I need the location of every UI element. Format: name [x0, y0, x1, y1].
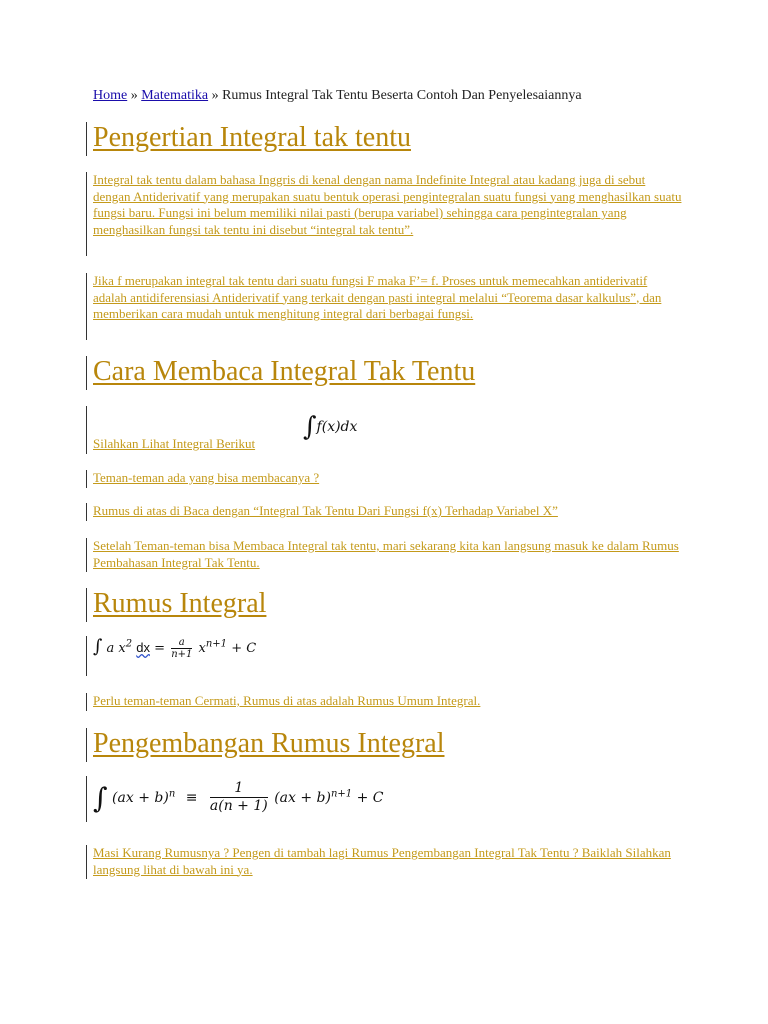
paragraph: Perlu teman-teman Cermati, Rumus di atas adalah Rumus Umum Integral. — [93, 693, 481, 708]
paragraph: Rumus di atas di Baca dengan “Integral Tak Tentu Dari Fungsi f(x) Terhadap Variabel X” — [93, 503, 558, 518]
formula-equals: = — [154, 641, 166, 656]
integral-symbol: ∫ — [303, 412, 317, 442]
fraction-numerator: 1 — [210, 780, 268, 798]
formula-term: x — [198, 641, 206, 656]
formula-term: a x — [106, 641, 126, 656]
breadcrumb-category-link[interactable]: Matematika — [141, 88, 209, 103]
paragraph-block — [86, 845, 683, 879]
breadcrumb-home-link[interactable]: Home — [93, 88, 128, 103]
paragraph: Masi Kurang Rumusnya ? Pengen di tambah lagi Rumus Pengembangan Integral Tak Tentu ? Baiklah Silahkan langsung lihat di bawah ini ya. — [93, 845, 671, 877]
section-heading: Pengertian Integral tak tentu — [93, 122, 411, 153]
formula-constant: + C — [231, 641, 257, 656]
breadcrumb-separator: » — [127, 88, 142, 103]
paragraph-block — [86, 503, 683, 521]
section-heading: Cara Membaca Integral Tak Tentu — [93, 356, 476, 387]
fraction-denominator: n+1 — [171, 649, 193, 660]
general-integral-formula — [93, 636, 257, 660]
paragraph-block — [86, 538, 683, 572]
formula-intro-block — [86, 406, 693, 454]
integral-symbol: ∫ — [93, 781, 108, 814]
formula-fraction — [171, 637, 192, 660]
formula-body: f(x)dx — [316, 419, 358, 435]
development-integral-formula — [93, 780, 384, 814]
formula-dx: dx — [136, 640, 150, 655]
formula-exponent: n+1 — [330, 787, 353, 799]
paragraph-block — [86, 693, 683, 711]
formula-term: (ax + b) — [274, 789, 331, 806]
section-heading-block — [86, 356, 475, 390]
formula-constant: + C — [356, 789, 384, 806]
fraction-numerator: a — [171, 637, 192, 649]
paragraph-block — [86, 470, 683, 488]
breadcrumb-separator: » — [208, 88, 223, 103]
paragraph: Silahkan Lihat Integral Berikut — [93, 436, 256, 451]
formula-exponent: n+1 — [205, 638, 228, 650]
formula-term: (ax + b) — [112, 789, 169, 806]
paragraph: Integral tak tentu dalam bahasa Inggris di kenal dengan nama Indefinite Integral atau kadang juga di sebut dengan Antiderivatif yang merupakan suatu bentuk operasi pengintegralan suatu fungsi yang menghasilkan suatu fungsi baru. Fungsi ini belum memiliki nilai pasti (berupa variabel) sehingga cara pengintegralan yang menghasilkan fungsi tak tentu ini disebut “integral tak tentu”. — [93, 172, 682, 237]
integral-symbol: ∫ — [93, 636, 103, 657]
section-heading-block — [86, 588, 266, 622]
paragraph: Jika f merupakan integral tak tentu dari suatu fungsi F maka F’= f. Proses untuk memecahkan antiderivatif adalah antidiferensiasi Antiderivatif yang terkait dengan pasti integral melalui “Teorema dasar kalkulus”, dan memberikan cara mudah untuk menghitung integral dari berbagai fungsi. — [93, 273, 662, 321]
formula-fraction — [210, 780, 268, 815]
paragraph-block — [86, 273, 683, 340]
integral-formula — [303, 412, 357, 442]
section-heading: Pengembangan Rumus Integral — [93, 728, 445, 759]
section-heading-block — [86, 728, 444, 762]
formula-block — [86, 776, 384, 822]
section-heading: Rumus Integral — [93, 588, 267, 619]
paragraph: Teman-teman ada yang bisa membacanya ? — [93, 470, 320, 485]
formula-block — [86, 636, 256, 676]
section-heading-block — [86, 122, 411, 156]
formula-exponent: n — [168, 787, 176, 799]
paragraph: Setelah Teman-teman bisa Membaca Integral tak tentu, mari sekarang kita kan langsung masuk ke dalam Rumus Pembahasan Integral Tak Tentu. — [93, 538, 679, 570]
paragraph-block — [86, 172, 683, 256]
fraction-denominator: a(n + 1) — [209, 798, 268, 814]
breadcrumb-current: Rumus Integral Tak Tentu Beserta Contoh Dan Penyelesaiannya — [222, 88, 582, 103]
formula-exponent: 2 — [125, 638, 133, 650]
formula-equivalent: ≡ — [185, 789, 198, 806]
breadcrumb — [93, 88, 582, 104]
